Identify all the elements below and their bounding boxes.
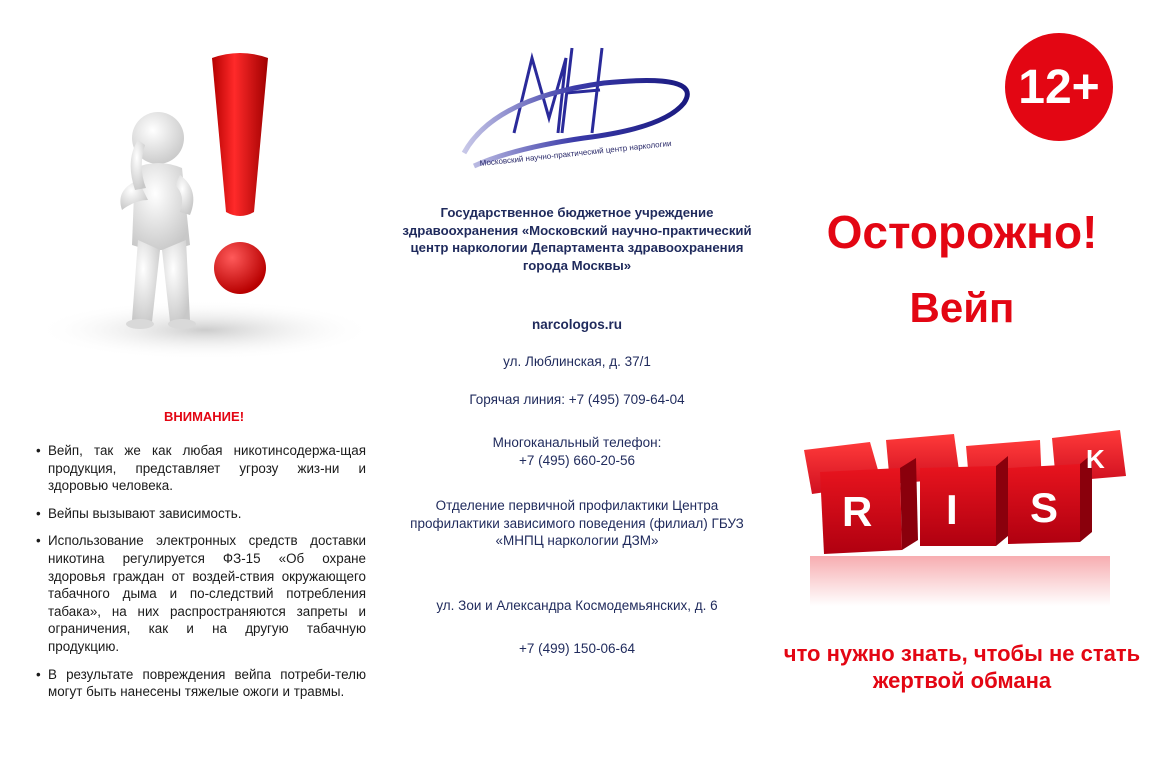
website-link[interactable]: narcologos.ru — [531, 317, 622, 332]
mnpc-logo — [454, 38, 704, 178]
risk-cubes-illustration — [790, 424, 1146, 610]
risk-letter-i: I — [946, 486, 958, 533]
organization-name: Государственное бюджетное учреждение здравоохранения «Московский научно-практический центр наркологии Департамента здравоохранения города Москвы» — [402, 205, 752, 273]
age-rating-badge: 12+ — [1005, 33, 1113, 141]
address-main: ул. Люблинская, д. 37/1 — [503, 354, 651, 369]
risk-letter-k: K — [1086, 444, 1105, 474]
headline-vape: Вейп — [909, 284, 1015, 331]
list-item: • Вейп, так же как любая никотинсодержа-щая продукция, представляет угрозу жиз-ни и здоровью человека. — [36, 442, 366, 495]
department-phone: +7 (499) 150-06-64 — [519, 641, 635, 656]
logo-text: Московский научно-практический центр наркологии — [479, 138, 672, 168]
list-item: • Использование электронных средств доставки никотина регулируется ФЗ-15 «Об охране здоровья граждан от воздей-ствия окружающего табачного дыма и по-следствий потребления табака», на них распространяются запреты и ограничения, как и на другую табачную продукцию. — [36, 532, 366, 655]
multichannel-phone: +7 (495) 660-20-56 — [519, 452, 635, 468]
warning-list — [36, 442, 366, 711]
list-item: • Вейпы вызывают зависимость. — [36, 505, 366, 523]
risk-letter-r: R — [842, 488, 873, 535]
hotline: Горячая линия: +7 (495) 709-64-04 — [469, 392, 685, 407]
risk-letter-s: S — [1030, 484, 1059, 531]
headline-caution: Осторожно! — [826, 206, 1098, 258]
subtitle: что нужно знать, чтобы не стать жертвой обмана — [783, 641, 1141, 693]
address-department: ул. Зои и Александра Космодемьянских, д. 6 — [436, 598, 718, 613]
multichannel-phone-block — [394, 434, 760, 469]
warning-title: ВНИМАНИЕ! — [163, 409, 245, 424]
thinking-figure-exclamation-illustration — [40, 40, 370, 358]
list-item: • В результате повреждения вейпа потреби-телю могут быть нанесены тяжелые ожоги и травмы. — [36, 666, 366, 701]
middle-panel — [384, 0, 770, 779]
multichannel-label: Многоканальный телефон: — [492, 435, 662, 450]
department-name: Отделение первичной профилактики Центра профилактики зависимого поведения (филиал) ГБУЗ «МНПЦ наркологии ДЗМ» — [410, 498, 744, 548]
